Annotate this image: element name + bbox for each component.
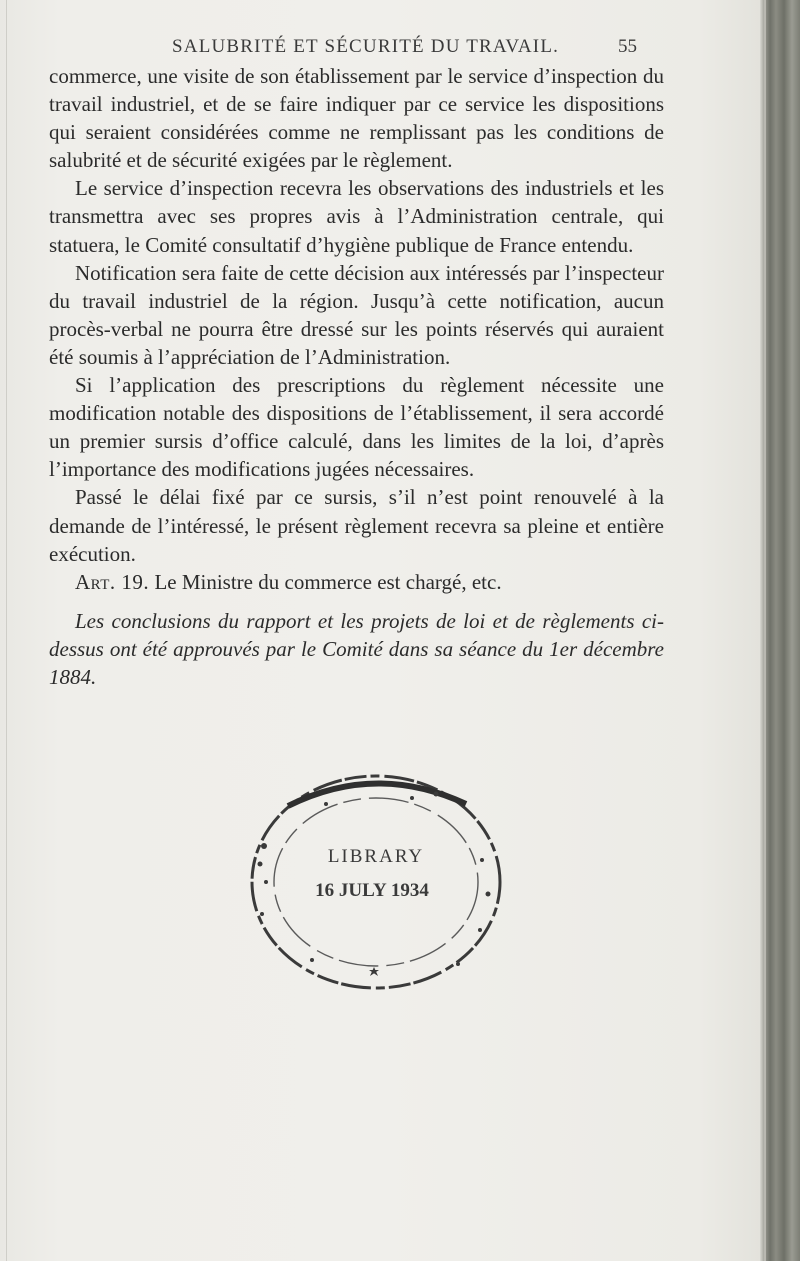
stamp-ink-specks xyxy=(258,792,491,967)
paragraph-3: Notification sera faite de cette décision aux intéressés par l’inspecteur du travail industriel de la région. Jusqu’à cette notification, aucun procès-verbal ne pourra être dressé sur les points réservés qui auraient été soumis à l’appréciation de l’Administration. xyxy=(49,260,664,369)
article-label: Art. 19. xyxy=(75,569,150,594)
library-stamp-graphic xyxy=(236,764,516,1000)
stamp-date: 16 JULY 1934 xyxy=(315,880,429,901)
running-title: SALUBRITÉ ET SÉCURITÉ DU TRAVAIL. xyxy=(172,36,560,57)
binding-edge xyxy=(760,0,800,1261)
stamp-label: LIBRARY xyxy=(327,846,425,867)
paragraph-2: Le service d’inspection recevra les observations des industriels et les transmettra avec ses propres avis à l’Administration centrale, qui statuera, le Comité consultatif d’hygiène publique de France entendu. xyxy=(49,176,664,257)
conclusion-note: Les conclusions du rapport et les projets de loi et de règlements ci-dessus ont été approuvés par le Comité dans sa séance du 1er décembre 1884. xyxy=(49,608,664,689)
library-stamp xyxy=(236,764,516,1000)
page-number: 55 xyxy=(618,36,637,57)
stamp-star-icon xyxy=(369,967,379,976)
body-text xyxy=(49,62,664,691)
article-19 xyxy=(49,568,664,596)
article-text: Le Ministre du commerce est chargé, etc. xyxy=(154,569,502,594)
paragraph-4: Si l’application des prescriptions du règlement nécessite une modification notable des dispositions de l’établissement, il sera accordé un premier sursis d’office calculé, dans les limites de la loi, d’après l’importance des modifications jugées nécessaires. xyxy=(49,373,664,482)
paragraph-5: Passé le délai fixé par ce sursis, s’il n’est point renouvelé à la demande de l’intéressé, le présent règlement recevra sa pleine et entière exécution. xyxy=(49,485,664,566)
page-left-rule xyxy=(6,0,7,1261)
stamp-top-arc xyxy=(288,783,466,806)
paragraph-1: commerce, une visite de son établissement par le service d’inspection du travail industriel, et de se faire indiquer par ce service les dispositions qui seraient considérées comme ne remplissant pas les conditions de salubrité et de sécurité exigées par le règlement. xyxy=(49,64,664,173)
